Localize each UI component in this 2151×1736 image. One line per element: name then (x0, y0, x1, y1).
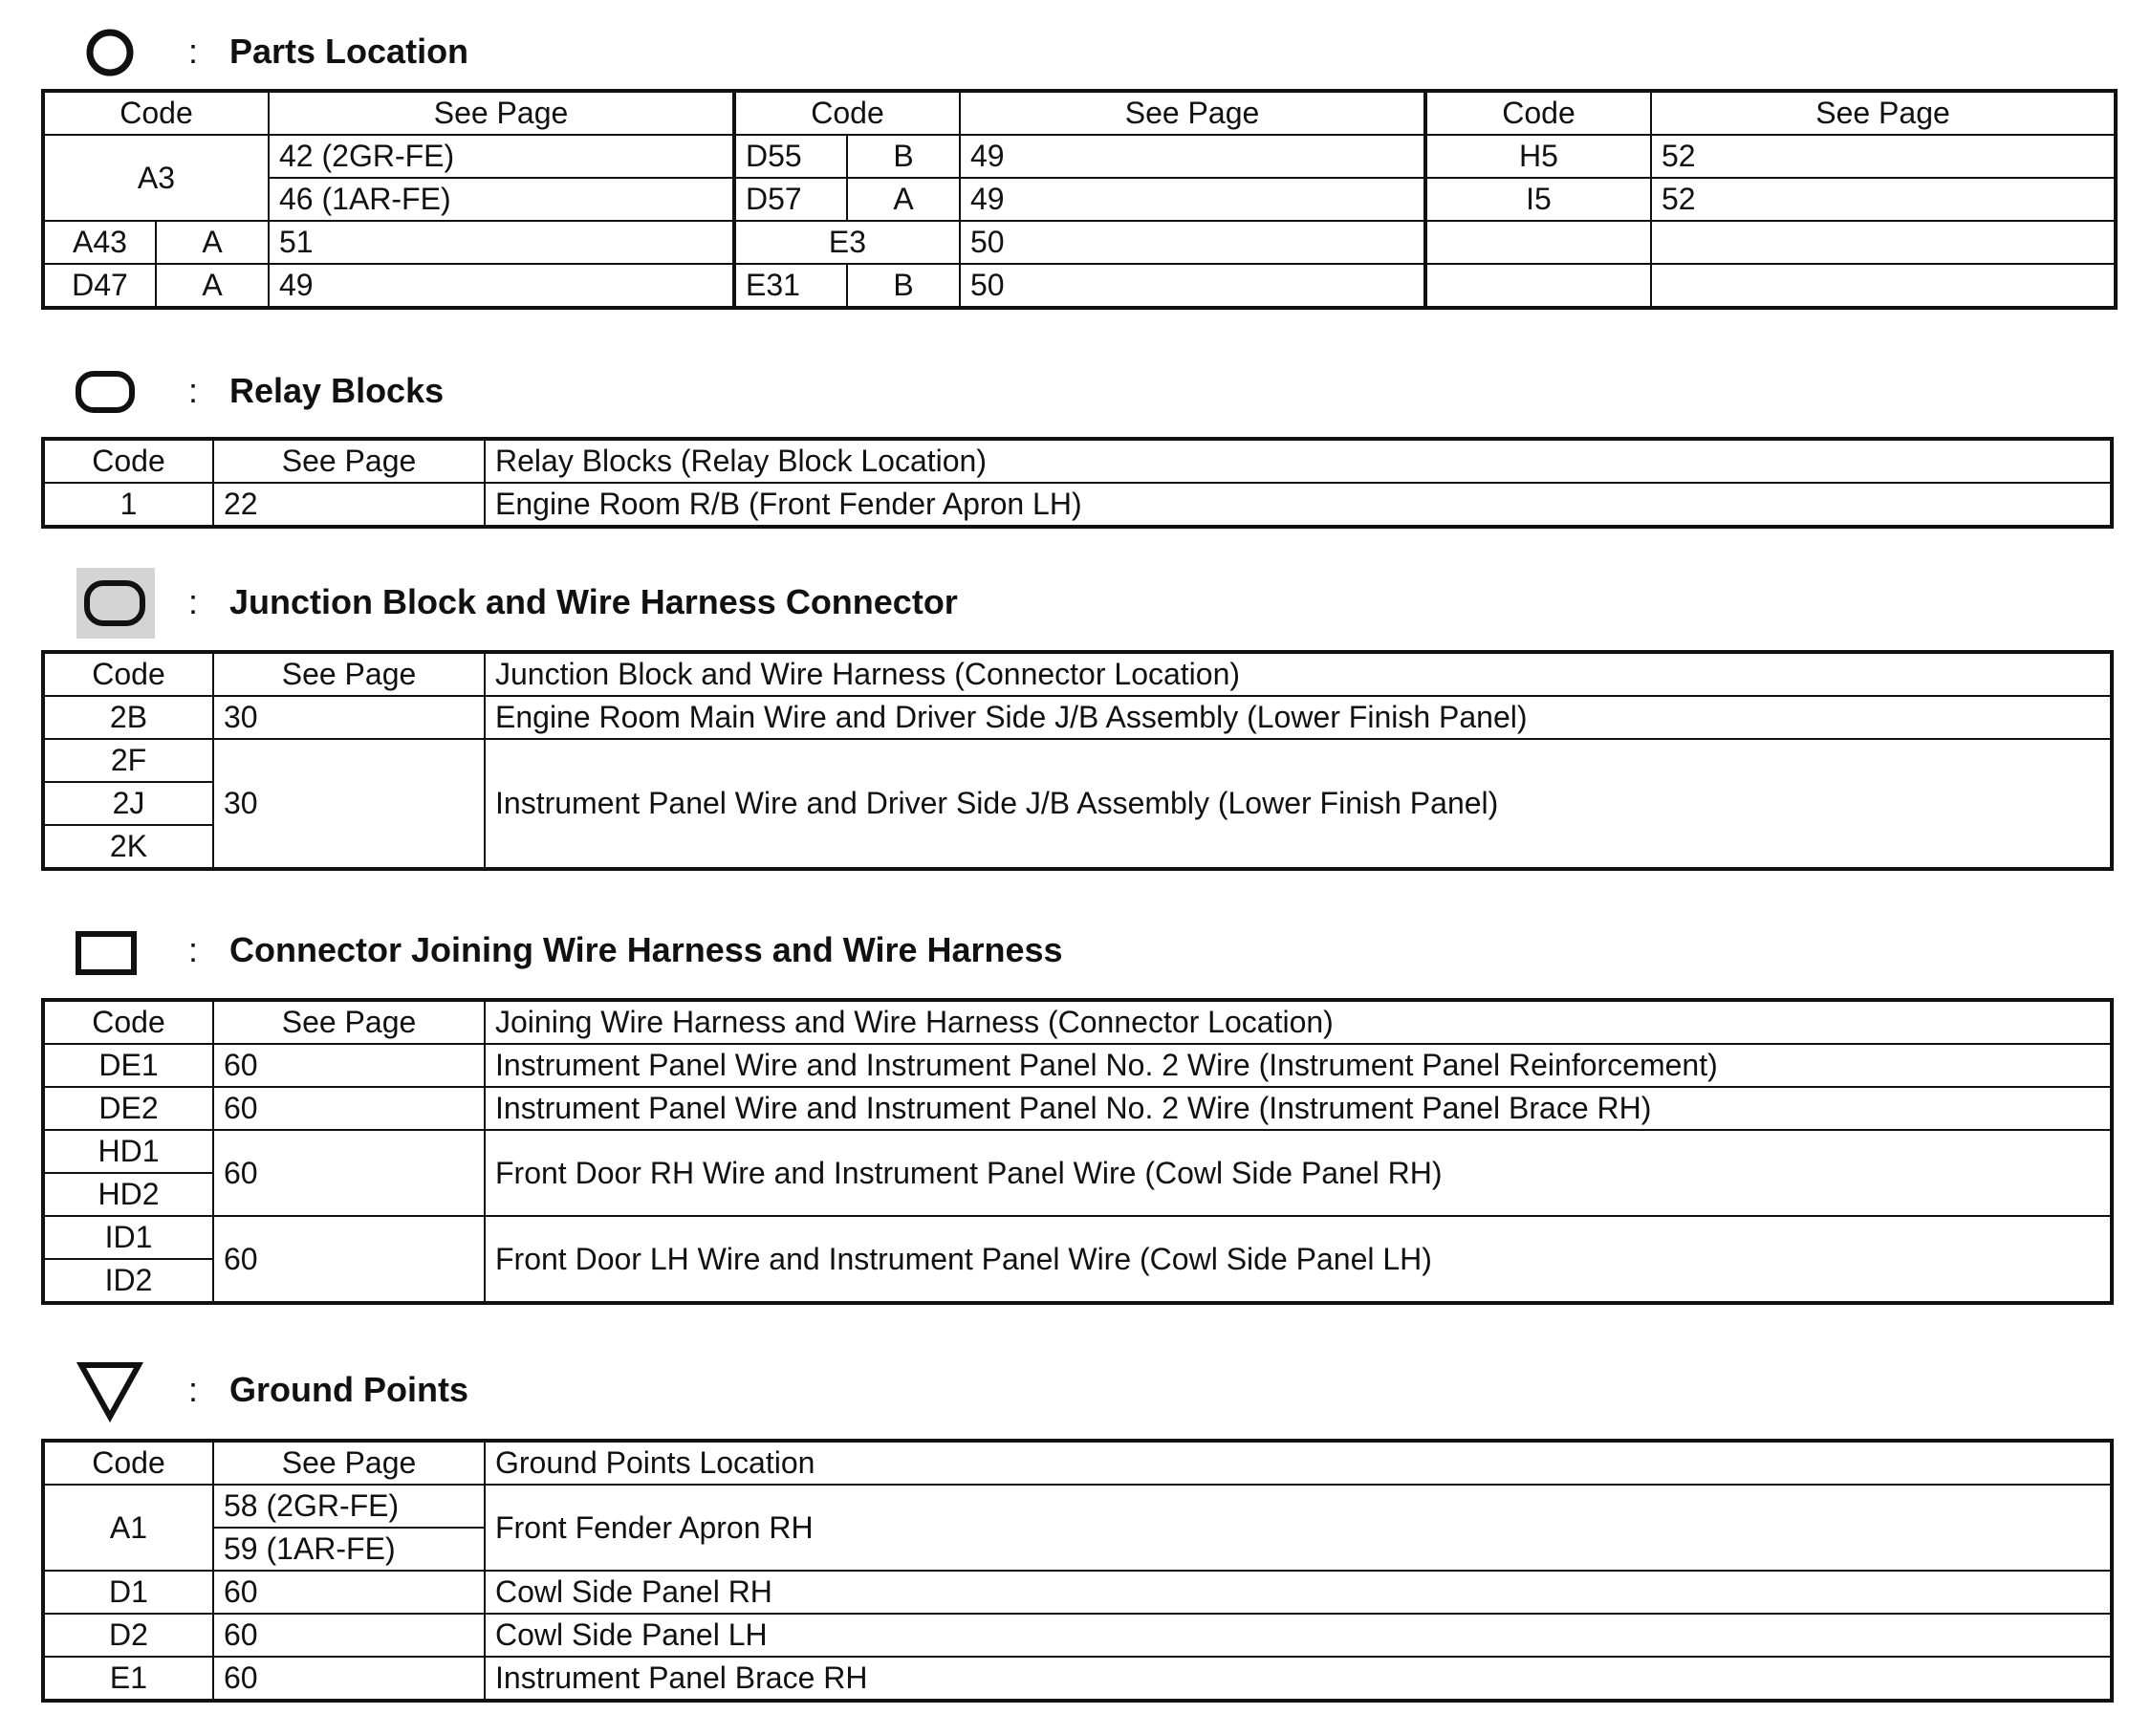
code-cell: DE1 (43, 1044, 213, 1087)
code-cell: HD1 (43, 1130, 213, 1173)
table-row (43, 739, 2112, 782)
table-header-row (43, 91, 2116, 135)
page-cell: 51 (269, 221, 734, 264)
code-cell: 2B (43, 696, 213, 739)
code-cell: ID1 (43, 1216, 213, 1259)
code-cell: D55 (734, 135, 847, 178)
column-header: Code (43, 439, 213, 483)
shaded-rounded-rectangle-icon (82, 578, 149, 630)
column-header: Ground Points Location (485, 1441, 2112, 1485)
table-row (43, 264, 2116, 308)
page-cell: 22 (213, 483, 485, 527)
code-cell: E1 (43, 1657, 213, 1701)
page-cell: 46 (1AR-FE) (269, 178, 734, 221)
table-row (43, 1216, 2112, 1259)
page-cell: 60 (213, 1216, 485, 1303)
location-cell: Front Door RH Wire and Instrument Panel Wire (Cowl Side Panel RH) (485, 1130, 2112, 1216)
table-row (43, 1614, 2112, 1657)
page-cell: 59 (1AR-FE) (213, 1528, 485, 1571)
parts-location-colon: : (188, 32, 199, 71)
code-cell: A43 (43, 221, 156, 264)
ground-points-table (41, 1439, 2114, 1703)
sub-code-cell: B (847, 135, 960, 178)
column-header: Code (43, 652, 213, 696)
location-cell: Engine Room Main Wire and Driver Side J/B Assembly (Lower Finish Panel) (485, 696, 2112, 739)
column-header: Joining Wire Harness and Wire Harness (Connector Location) (485, 1000, 2112, 1044)
code-cell: DE2 (43, 1087, 213, 1130)
table-header-row (43, 1441, 2112, 1485)
table-row (43, 1657, 2112, 1701)
location-cell: Instrument Panel Wire and Driver Side J/B Assembly (Lower Finish Panel) (485, 739, 2112, 869)
location-cell: Instrument Panel Brace RH (485, 1657, 2112, 1701)
page-cell: 49 (960, 135, 1425, 178)
table-row (43, 1044, 2112, 1087)
code-cell: H5 (1425, 135, 1651, 178)
code-cell: E3 (734, 221, 960, 264)
page-cell: 42 (2GR-FE) (269, 135, 734, 178)
page-cell: 52 (1651, 135, 2116, 178)
page-cell: 49 (960, 178, 1425, 221)
page-cell: 30 (213, 739, 485, 869)
page-cell: 49 (269, 264, 734, 308)
table-row (43, 178, 2116, 221)
code-cell: A1 (43, 1485, 213, 1571)
page-cell: 60 (213, 1571, 485, 1614)
circle-icon (85, 28, 135, 77)
relay-blocks-table (41, 437, 2114, 529)
column-header: See Page (213, 1000, 485, 1044)
parts-location-title: Parts Location (229, 32, 469, 71)
junction-block-title: Junction Block and Wire Harness Connector (229, 582, 958, 621)
code-cell: D47 (43, 264, 156, 308)
location-cell: Cowl Side Panel RH (485, 1571, 2112, 1614)
page-cell: 60 (213, 1130, 485, 1216)
junction-block-colon: : (188, 582, 199, 621)
table-row (43, 1087, 2112, 1130)
page-cell: 60 (213, 1087, 485, 1130)
sub-code-cell: A (847, 178, 960, 221)
code-cell: A3 (43, 135, 269, 221)
location-cell: Instrument Panel Wire and Instrument Panel No. 2 Wire (Instrument Panel Reinforcement) (485, 1044, 2112, 1087)
page-cell: 60 (213, 1614, 485, 1657)
code-cell: ID2 (43, 1259, 213, 1303)
column-header: Code (43, 91, 269, 135)
location-cell: Front Fender Apron RH (485, 1485, 2112, 1571)
empty-cell (1651, 264, 2116, 308)
connector-joining-table (41, 998, 2114, 1305)
column-header: See Page (213, 652, 485, 696)
code-cell: HD2 (43, 1173, 213, 1216)
page-cell: 30 (213, 696, 485, 739)
code-cell: 1 (43, 483, 213, 527)
connector-joining-title: Connector Joining Wire Harness and Wire Harness (229, 930, 1063, 969)
table-header-row (43, 652, 2112, 696)
column-header: Code (43, 1000, 213, 1044)
table-row (43, 1571, 2112, 1614)
junction-block-table (41, 650, 2114, 871)
empty-cell (1651, 221, 2116, 264)
location-cell: Cowl Side Panel LH (485, 1614, 2112, 1657)
triangle-down-icon (76, 1357, 144, 1424)
table-row (43, 483, 2112, 527)
sub-code-cell: A (156, 221, 269, 264)
page-cell: 52 (1651, 178, 2116, 221)
page-cell: 60 (213, 1657, 485, 1701)
table-row (43, 1130, 2112, 1173)
code-cell: D2 (43, 1614, 213, 1657)
table-row (43, 1485, 2112, 1528)
page-cell: 50 (960, 221, 1425, 264)
rounded-rectangle-icon (75, 369, 138, 417)
sub-code-cell: B (847, 264, 960, 308)
ground-points-title: Ground Points (229, 1370, 468, 1409)
code-cell: D57 (734, 178, 847, 221)
column-header: Relay Blocks (Relay Block Location) (485, 439, 2112, 483)
square-icon (75, 929, 138, 977)
location-cell: Instrument Panel Wire and Instrument Panel No. 2 Wire (Instrument Panel Brace RH) (485, 1087, 2112, 1130)
code-cell: I5 (1425, 178, 1651, 221)
connector-joining-colon: : (188, 930, 199, 969)
table-row (43, 221, 2116, 264)
page-cell: 60 (213, 1044, 485, 1087)
location-cell: Engine Room R/B (Front Fender Apron LH) (485, 483, 2112, 527)
table-header-row (43, 1000, 2112, 1044)
table-row (43, 696, 2112, 739)
page-cell: 58 (2GR-FE) (213, 1485, 485, 1528)
code-cell: 2J (43, 782, 213, 825)
code-cell: D1 (43, 1571, 213, 1614)
ground-points-colon: : (188, 1370, 199, 1409)
column-header: See Page (1651, 91, 2116, 135)
location-cell: Front Door LH Wire and Instrument Panel Wire (Cowl Side Panel LH) (485, 1216, 2112, 1303)
empty-cell (1425, 221, 1651, 264)
column-header: Junction Block and Wire Harness (Connector Location) (485, 652, 2112, 696)
column-header: Code (734, 91, 960, 135)
relay-blocks-colon: : (188, 371, 199, 410)
column-header: See Page (269, 91, 734, 135)
code-cell: 2F (43, 739, 213, 782)
code-cell: 2K (43, 825, 213, 869)
sub-code-cell: A (156, 264, 269, 308)
empty-cell (1425, 264, 1651, 308)
table-header-row (43, 439, 2112, 483)
column-header: See Page (213, 1441, 485, 1485)
column-header: Code (1425, 91, 1651, 135)
column-header: Code (43, 1441, 213, 1485)
column-header: See Page (213, 439, 485, 483)
code-cell: E31 (734, 264, 847, 308)
column-header: See Page (960, 91, 1425, 135)
page-cell: 50 (960, 264, 1425, 308)
table-row (43, 135, 2116, 178)
relay-blocks-title: Relay Blocks (229, 371, 445, 410)
parts-location-table (41, 89, 2118, 310)
